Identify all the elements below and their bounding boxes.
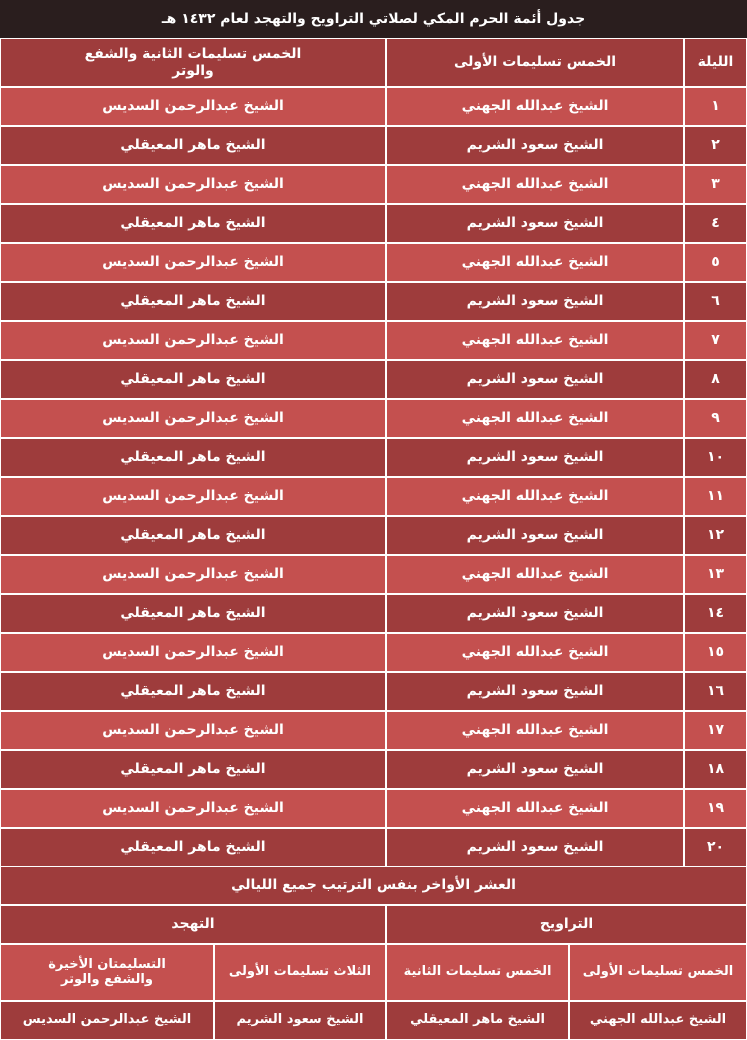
imam-first-five: الشيخ عبدالله الجهني: [569, 1001, 747, 1040]
row-second-five-imam: الشيخ عبدالرحمن السديس: [0, 477, 386, 516]
last-ten-note: العشر الأواخر بنفس الترتيب جميع الليالي: [0, 866, 747, 905]
row-first-five-imam: الشيخ سعود الشريم: [386, 282, 684, 321]
row-night-number: ١٤: [684, 594, 747, 633]
row-second-five-imam: الشيخ عبدالرحمن السديس: [0, 633, 386, 672]
row-first-five-imam: الشيخ عبدالله الجهني: [386, 711, 684, 750]
row-night-number: ٣: [684, 165, 747, 204]
row-first-five-imam: الشيخ سعود الشريم: [386, 594, 684, 633]
row-second-five-imam: الشيخ عبدالرحمن السديس: [0, 321, 386, 360]
row-second-five-imam: الشيخ ماهر المعيقلي: [0, 360, 386, 399]
row-second-five-imam: الشيخ ماهر المعيقلي: [0, 516, 386, 555]
row-night-number: ٢٠: [684, 828, 747, 867]
row-night-number: ١٦: [684, 672, 747, 711]
row-second-five-imam: الشيخ ماهر المعيقلي: [0, 204, 386, 243]
imam-last-two: الشيخ عبدالرحمن السديس: [0, 1001, 214, 1040]
row-first-five-imam: الشيخ سعود الشريم: [386, 828, 684, 867]
sub-header-second-five: الخمس تسليمات الثانية: [386, 944, 569, 1001]
sub-header-first-three: الثلاث تسليمات الأولى: [214, 944, 386, 1001]
row-second-five-imam: الشيخ ماهر المعيقلي: [0, 828, 386, 867]
row-first-five-imam: الشيخ عبدالله الجهني: [386, 633, 684, 672]
imam-first-three: الشيخ سعود الشريم: [214, 1001, 386, 1040]
row-night-number: ٦: [684, 282, 747, 321]
row-night-number: ١٨: [684, 750, 747, 789]
row-first-five-imam: الشيخ سعود الشريم: [386, 438, 684, 477]
row-first-five-imam: الشيخ عبدالله الجهني: [386, 789, 684, 828]
row-first-five-imam: الشيخ عبدالله الجهني: [386, 321, 684, 360]
row-night-number: ١٧: [684, 711, 747, 750]
row-second-five-imam: الشيخ عبدالرحمن السديس: [0, 165, 386, 204]
row-second-five-imam: الشيخ عبدالرحمن السديس: [0, 243, 386, 282]
row-second-five-imam: الشيخ عبدالرحمن السديس: [0, 789, 386, 828]
row-first-five-imam: الشيخ سعود الشريم: [386, 204, 684, 243]
row-night-number: ٧: [684, 321, 747, 360]
row-first-five-imam: الشيخ سعود الشريم: [386, 360, 684, 399]
row-second-five-imam: الشيخ ماهر المعيقلي: [0, 750, 386, 789]
row-night-number: ١١: [684, 477, 747, 516]
row-first-five-imam: الشيخ عبدالله الجهني: [386, 477, 684, 516]
row-night-number: ٨: [684, 360, 747, 399]
row-second-five-imam: الشيخ عبدالرحمن السديس: [0, 555, 386, 594]
row-second-five-imam: الشيخ عبدالرحمن السديس: [0, 87, 386, 126]
header-first-five: الخمس تسليمات الأولى: [386, 38, 684, 87]
row-second-five-imam: الشيخ ماهر المعيقلي: [0, 126, 386, 165]
row-first-five-imam: الشيخ سعود الشريم: [386, 126, 684, 165]
row-night-number: ١٩: [684, 789, 747, 828]
row-second-five-imam: الشيخ عبدالرحمن السديس: [0, 711, 386, 750]
row-night-number: ٤: [684, 204, 747, 243]
row-second-five-imam: الشيخ ماهر المعيقلي: [0, 672, 386, 711]
row-second-five-imam: الشيخ ماهر المعيقلي: [0, 594, 386, 633]
row-first-five-imam: الشيخ سعود الشريم: [386, 750, 684, 789]
row-night-number: ٥: [684, 243, 747, 282]
row-first-five-imam: الشيخ عبدالله الجهني: [386, 243, 684, 282]
header-second-five: الخمس تسليمات الثانية والشفع والوتر: [0, 38, 386, 87]
row-night-number: ١: [684, 87, 747, 126]
row-first-five-imam: الشيخ سعود الشريم: [386, 516, 684, 555]
row-night-number: ٢: [684, 126, 747, 165]
row-first-five-imam: الشيخ عبدالله الجهني: [386, 399, 684, 438]
table-title: جدول أئمة الحرم المكي لصلاتي التراويح والتهجد لعام ١٤٣٢ هـ: [0, 0, 747, 38]
row-night-number: ١٠: [684, 438, 747, 477]
tahajjud-label: التهجد: [0, 905, 386, 944]
row-night-number: ١٣: [684, 555, 747, 594]
row-second-five-imam: الشيخ ماهر المعيقلي: [0, 438, 386, 477]
row-first-five-imam: الشيخ عبدالله الجهني: [386, 555, 684, 594]
row-first-five-imam: الشيخ عبدالله الجهني: [386, 87, 684, 126]
taraweeh-label: التراويح: [386, 905, 747, 944]
header-night: الليلة: [684, 38, 747, 87]
row-second-five-imam: الشيخ عبدالرحمن السديس: [0, 399, 386, 438]
row-first-five-imam: الشيخ عبدالله الجهني: [386, 165, 684, 204]
row-first-five-imam: الشيخ سعود الشريم: [386, 672, 684, 711]
imam-second-five: الشيخ ماهر المعيقلي: [386, 1001, 569, 1040]
row-night-number: ١٥: [684, 633, 747, 672]
sub-header-first-five: الخمس تسليمات الأولى: [569, 944, 747, 1001]
row-night-number: ٩: [684, 399, 747, 438]
row-second-five-imam: الشيخ ماهر المعيقلي: [0, 282, 386, 321]
sub-header-last-two: التسليمتان الأخيرة والشفع والوتر: [0, 944, 214, 1001]
row-night-number: ١٢: [684, 516, 747, 555]
